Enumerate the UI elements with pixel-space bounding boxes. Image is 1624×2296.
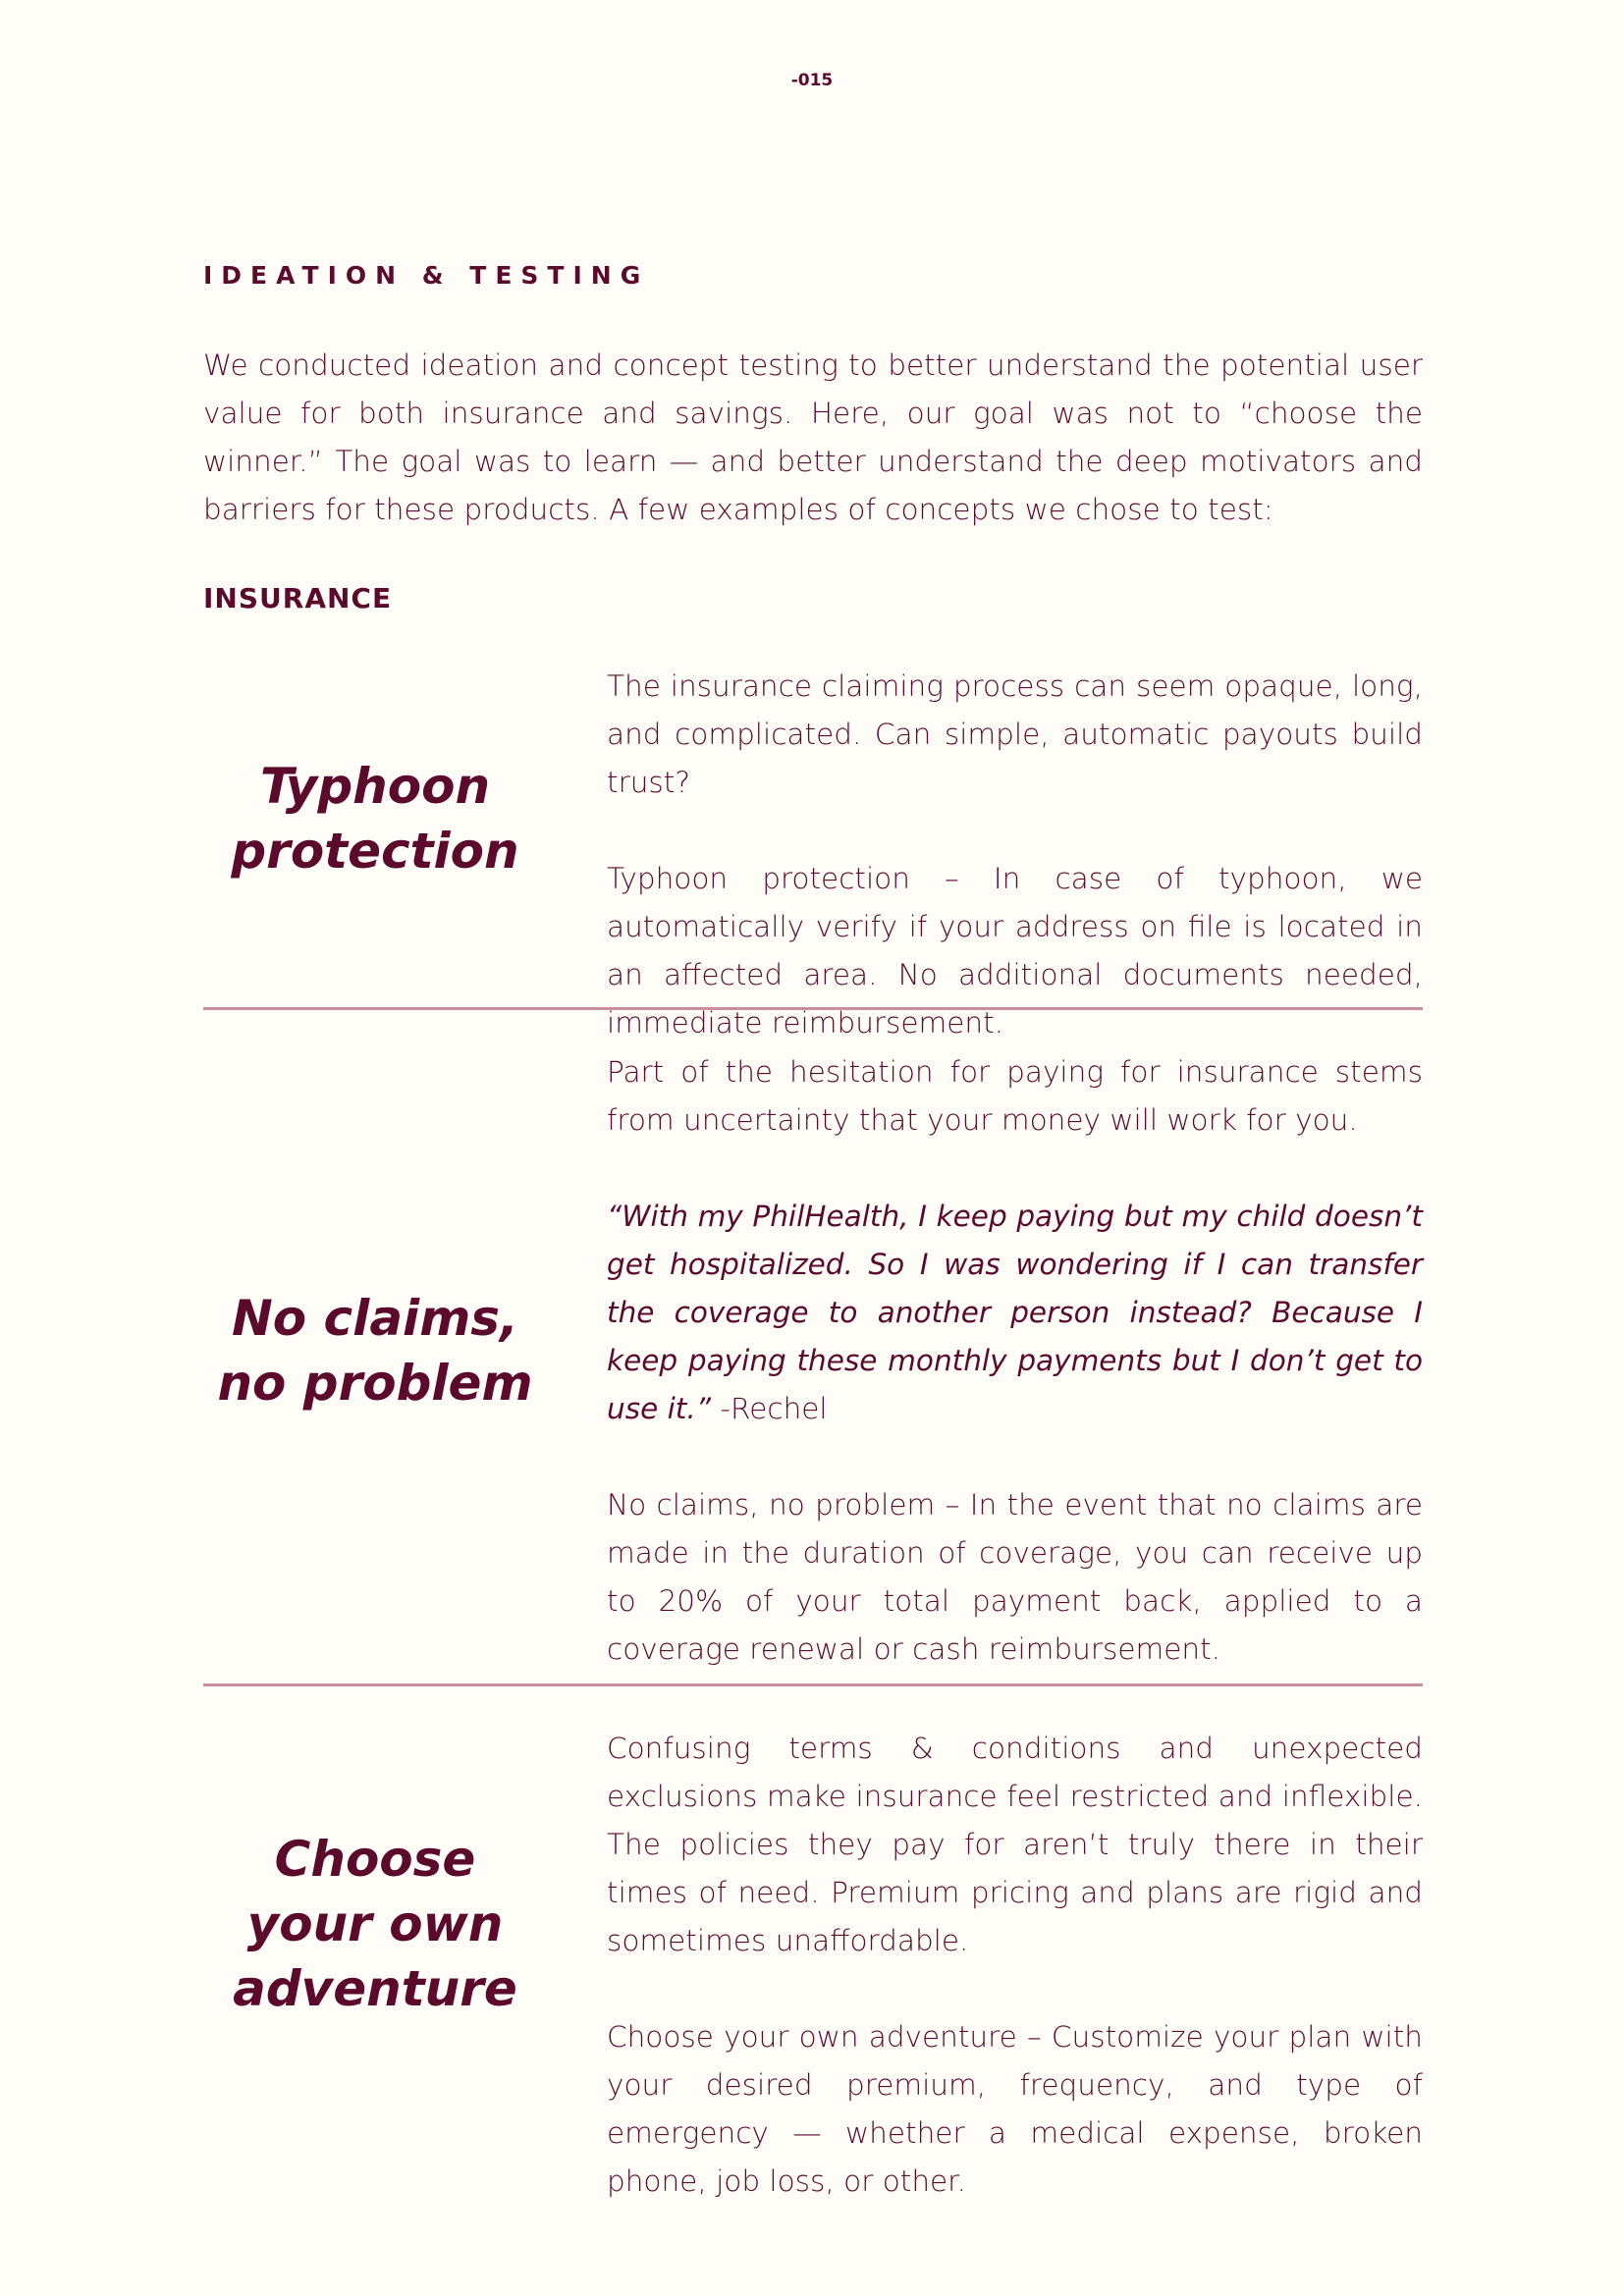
concept-no-claims: [203, 1048, 1423, 1666]
concept-solution: No claims, no problem – In the event that no claims are made in the duration of coverage, you can receive up to 20% of your total payment back, applied to a coverage renewal or cash reimbursement.: [607, 1488, 1423, 1666]
page-number: -015: [790, 71, 834, 90]
concept-title: [203, 754, 547, 883]
concept-title: [203, 1827, 547, 2021]
concept-problem: Part of the hesitation for paying for insurance stems from uncertainty that your money will work for you.: [607, 1055, 1423, 1137]
concept-title-line: Typhoon: [259, 758, 491, 815]
concept-title-line: Choose: [274, 1831, 476, 1888]
concept-title-line: adventure: [233, 1960, 517, 2017]
concept-user-quote: [607, 1193, 1423, 1433]
concept-title-line: protection: [231, 823, 519, 880]
concept-body: [607, 1725, 1423, 2206]
concept-choose-your-own-adventure: [203, 1725, 1423, 2198]
concept-title: [203, 1286, 547, 1415]
concept-title-line: No claims,: [231, 1290, 519, 1347]
quote-text: “With my PhilHealth, I keep paying but my child doesn’t get hospitalized. So I was wondering if I can transfer the coverage to another person instead? Because I keep paying these monthly payments but I don’t get to use it.”: [607, 1200, 1423, 1425]
concept-typhoon-protection: [203, 663, 1423, 1040]
concept-title-line: your own: [246, 1896, 504, 1952]
concept-title-line: no problem: [217, 1355, 533, 1412]
concept-solution: Typhoon protection – In case of typhoon, we automatically verify if your address on file is located in an affected area. No additional documents needed, immediate reimbursement.: [607, 862, 1423, 1040]
concept-problem: Confusing terms & conditions and unexpected exclusions make insurance feel restricted and inflexible. The policies they pay for aren’t truly there in their times of need. Premium pricing and plans are rigid and sometimes unaffordable.: [607, 1732, 1423, 1957]
intro-paragraph: We conducted ideation and concept testing to better understand the potential user value for both insurance and savings. Here, our goal was not to “choose the winner.” The goal was to learn — and better understand the deep motivators and barriers for these products. A few examples of concepts we chose to test:: [203, 348, 1423, 526]
section-divider: [203, 1683, 1423, 1686]
section-divider: [203, 1007, 1423, 1010]
quote-attribution: -Rechel: [711, 1392, 828, 1425]
concept-body: [607, 1048, 1423, 1674]
concept-problem: The insurance claiming process can seem opaque, long, and complicated. Can simple, automatic payouts build trust?: [607, 669, 1423, 799]
section-eyebrow: IDEATION & TESTING: [203, 261, 650, 290]
concept-solution: Choose your own adventure – Customize your plan with your desired premium, frequency, and type of emergency — whether a medical expense, broken phone, job loss, or other.: [607, 2020, 1423, 2198]
category-label: INSURANCE: [203, 582, 393, 614]
concept-body: [607, 663, 1423, 1047]
